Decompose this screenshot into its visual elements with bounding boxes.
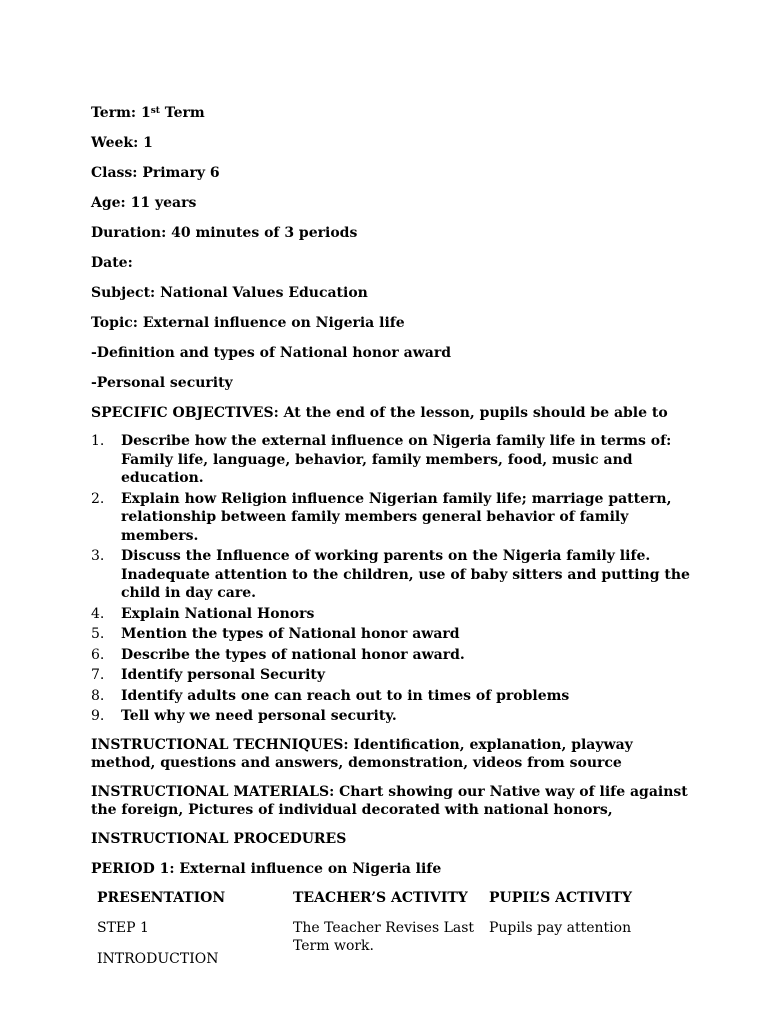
subject-line: Subject: National Values Education <box>91 285 368 301</box>
procedures-heading: INSTRUCTIONAL PROCEDURES <box>91 830 347 847</box>
subtopic-personal-security: -Personal security <box>91 375 233 391</box>
list-item: 5. Mention the types of National honor award <box>91 626 460 642</box>
table-header-pupil-activity: PUPIL’S ACTIVITY <box>489 889 632 906</box>
list-item: 4. Explain National Honors <box>91 605 315 622</box>
subtopic-honor-award: -Definition and types of National honor award <box>91 345 451 361</box>
class-line: Class: Primary 6 <box>91 165 220 181</box>
instructional-materials: INSTRUCTIONAL MATERIALS: Chart showing our Native way of life against the foreign, Pictures of individual decorated with national honors, <box>91 783 688 818</box>
term-line: Term: 1st Term <box>91 105 205 121</box>
age-line: Age: 11 years <box>91 195 197 211</box>
topic-line: Topic: External influence on Nigeria life <box>91 315 405 331</box>
period-1-heading: PERIOD 1: External influence on Nigeria life <box>91 860 442 877</box>
list-item: 1. Describe how the external influence on Nigeria family life in terms of: Family life, language, behavior, family members, food, music and education. <box>91 433 672 486</box>
instructional-techniques: INSTRUCTIONAL TECHNIQUES: Identification, explanation, playway method, questions and answers, demonstration, videos from source <box>91 736 633 771</box>
table-cell-presentation <box>97 919 293 981</box>
week-line: Week: 1 <box>91 135 153 151</box>
objectives-list <box>91 432 691 726</box>
list-item: 7. Identify personal Security <box>91 667 325 683</box>
procedure-table <box>97 884 691 981</box>
duration-line: Duration: 40 minutes of 3 periods <box>91 225 358 241</box>
date-line: Date: <box>91 255 133 271</box>
list-item: 9. Tell why we need personal security. <box>91 708 397 724</box>
list-item: 2. Explain how Religion influence Nigerian family life; marriage pattern, relationship between family members general behavior of family members. <box>91 490 672 544</box>
list-item: 6. Describe the types of national honor award. <box>91 646 465 663</box>
step-label: STEP 1 <box>97 919 149 936</box>
introduction-label: INTRODUCTION <box>97 950 219 967</box>
list-item: 3. Discuss the Influence of working parents on the Nigeria family life. Inadequate attention to the children, use of baby sitters and putting the child in day care. <box>91 548 690 601</box>
objectives-heading: SPECIFIC OBJECTIVES: At the end of the lesson, pupils should be able to <box>91 405 668 421</box>
table-header-teacher-activity: TEACHER’S ACTIVITY <box>293 889 468 906</box>
list-item: 8. Identify adults one can reach out to in times of problems <box>91 687 570 704</box>
table-header-presentation: PRESENTATION <box>97 889 226 906</box>
table-cell-pupil-activity: Pupils pay attention <box>489 919 632 936</box>
term-superscript: st <box>150 106 160 116</box>
lesson-plan <box>91 104 691 981</box>
table-cell-teacher-activity: The Teacher Revises Last Term work. <box>293 919 475 954</box>
